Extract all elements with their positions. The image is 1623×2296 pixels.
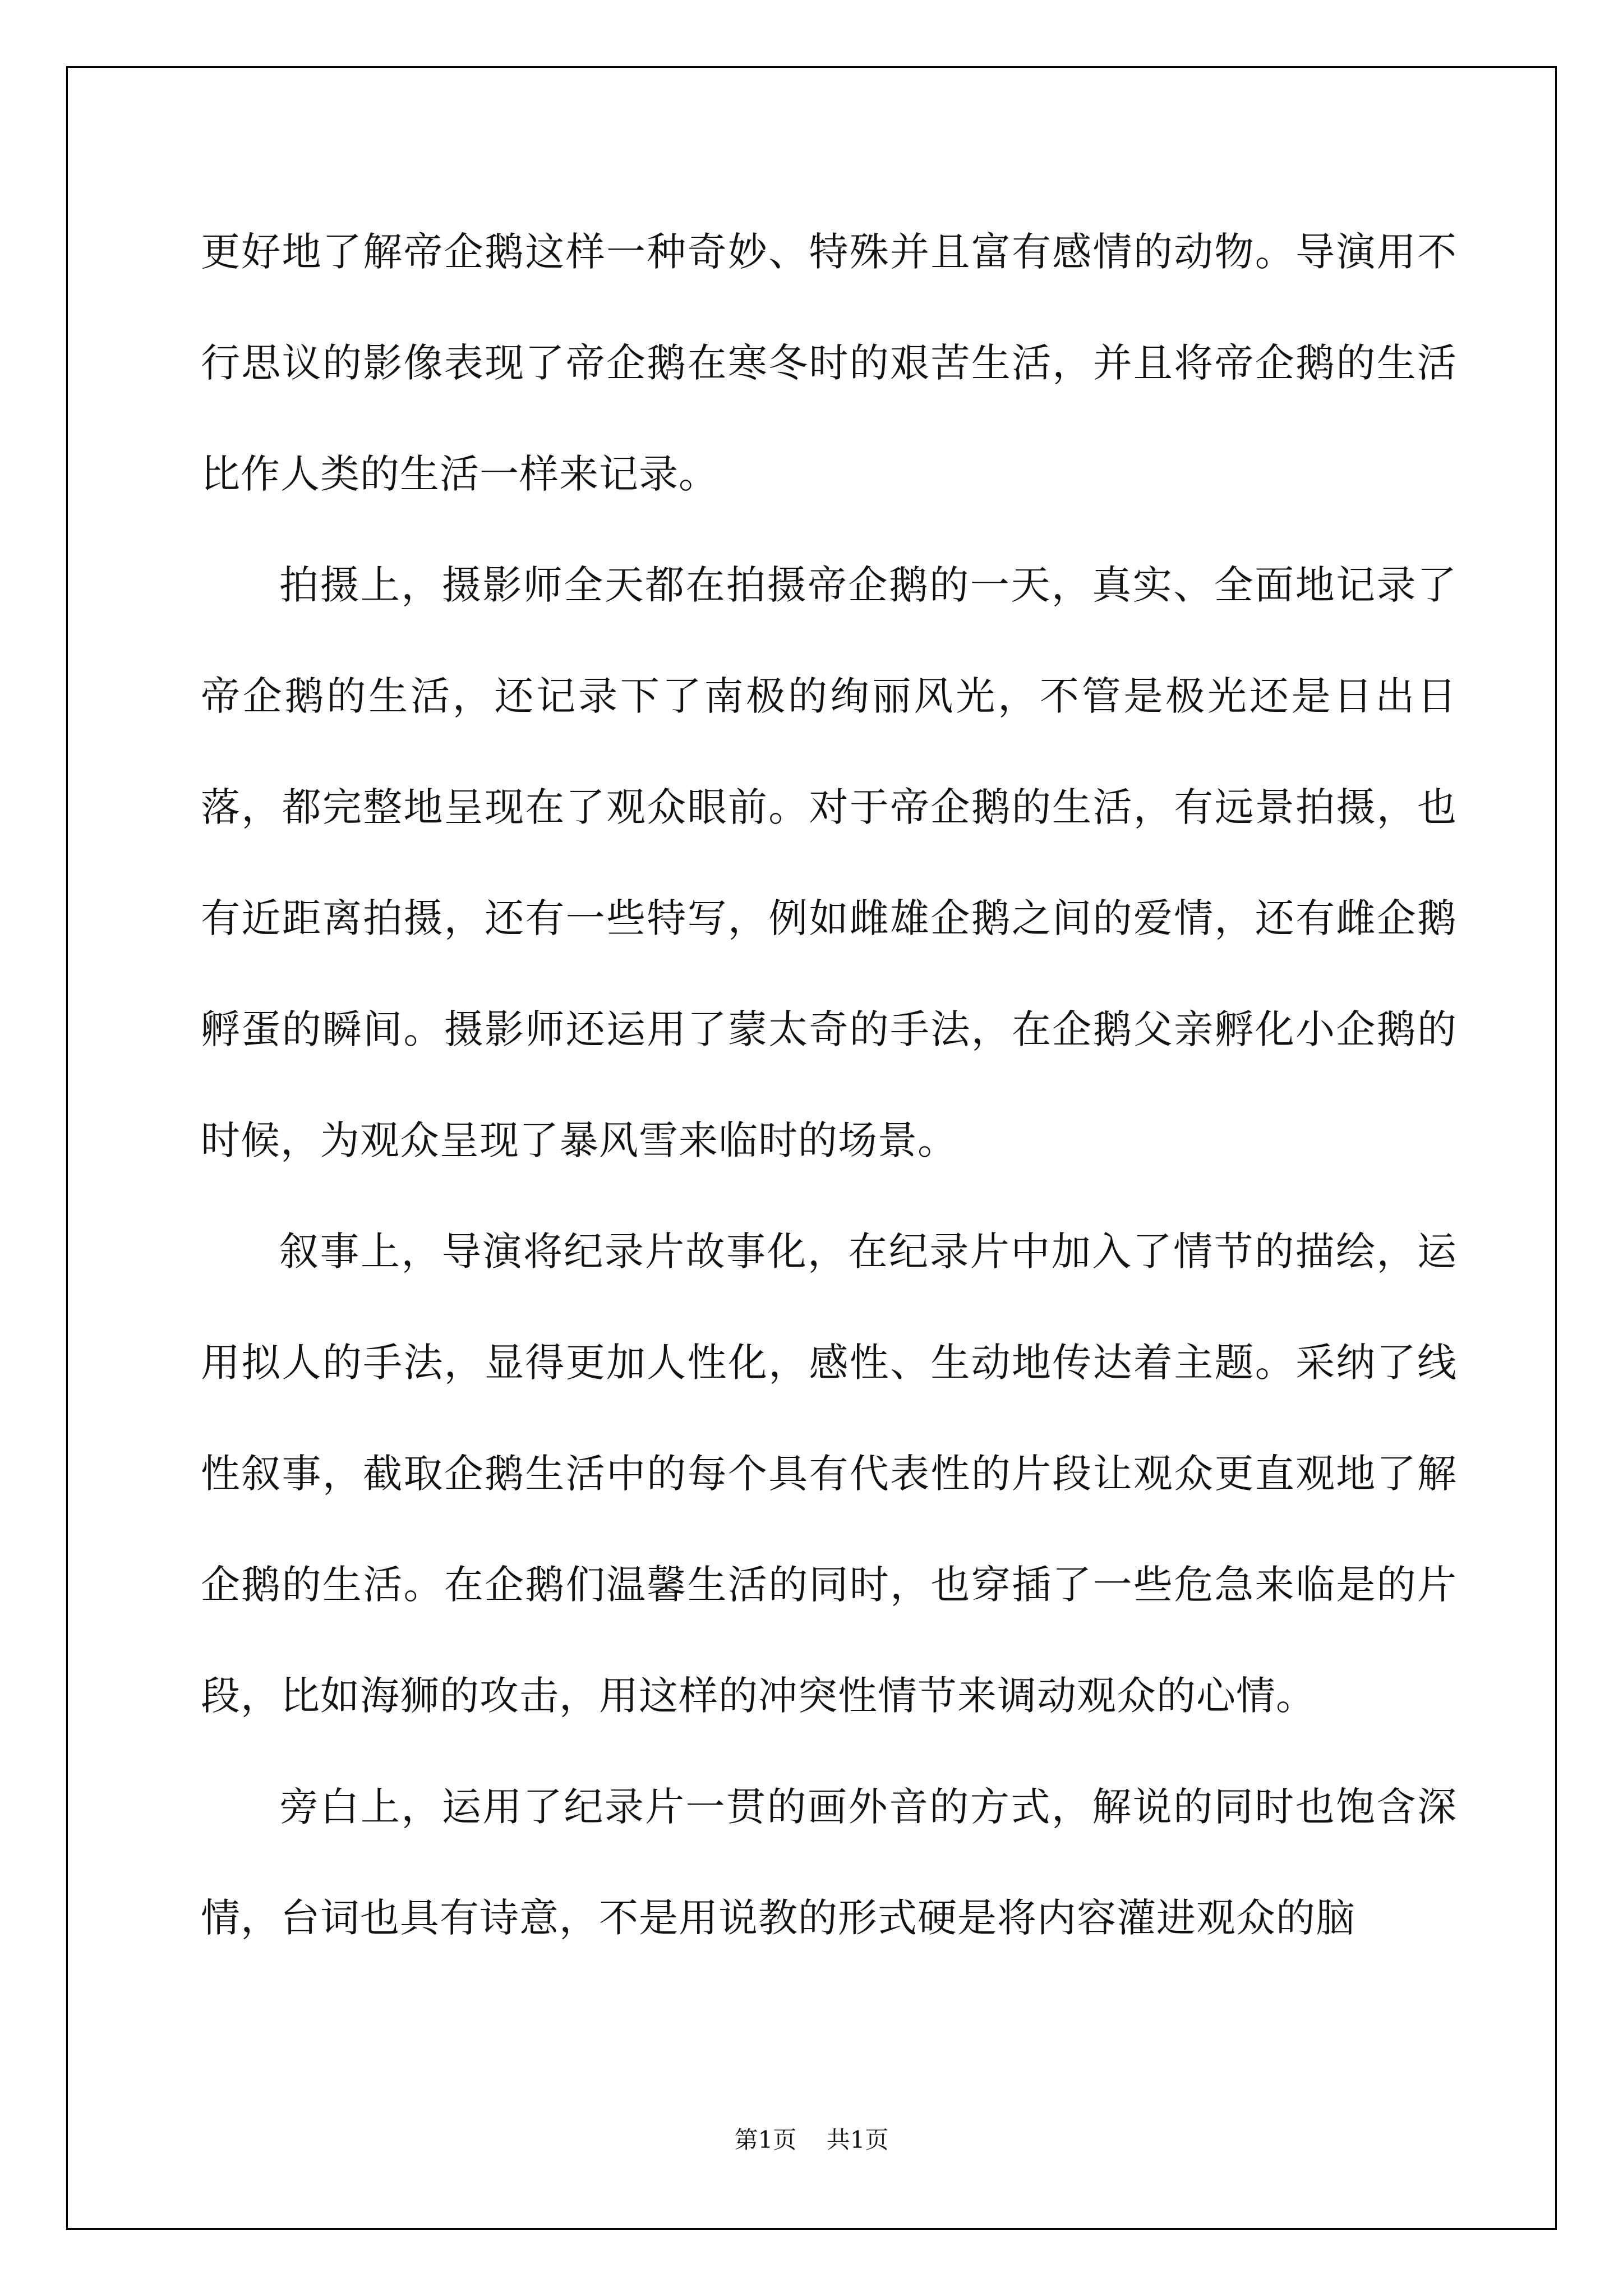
page-total: 共1页 — [826, 2126, 889, 2154]
paragraph-3: 叙事上，导演将纪录片故事化，在纪录片中加入了情节的描绘，运用拟人的手法，显得更加人性化，感性、生动地传达着主题。采纳了线性叙事，截取企鹅生活中的每个具有代表性的片段让观众更直观地了解企鹅的生活。在企鹅们温馨生活的同时，也穿插了一些危急来临是的片段，比如海狮的攻击，用这样的冲突性情节来调动观众的心情。 — [201, 1228, 1457, 1719]
page-number: 第1页 — [734, 2126, 797, 2154]
paragraph-1: 更好地了解帝企鹅这样一种奇妙、特殊并且富有感情的动物。导演用不行思议的影像表现了帝企鹅在寒冬时的艰苦生活，并且将帝企鹅的生活比作人类的生活一样来记录。 — [201, 229, 1457, 497]
page-footer — [0, 2122, 1623, 2155]
document-body — [201, 196, 1457, 1973]
paragraph-4: 旁白上，运用了纪录片一贯的画外音的方式，解说的同时也饱含深情，台词也具有诗意，不是用说教的形式硬是将内容灌进观众的脑 — [201, 1784, 1457, 1941]
paragraph-2: 拍摄上，摄影师全天都在拍摄帝企鹅的一天，真实、全面地记录了帝企鹅的生活，还记录下了南极的绚丽风光，不管是极光还是日出日落，都完整地呈现在了观众眼前。对于帝企鹅的生活，有远景拍摄，也有近距离拍摄，还有一些特写，例如雌雄企鹅之间的爱情，还有雌企鹅孵蛋的瞬间。摄影师还运用了蒙太奇的手法，在企鹅父亲孵化小企鹅的时候，为观众呈现了暴风雪来临时的场景。 — [201, 562, 1457, 1163]
